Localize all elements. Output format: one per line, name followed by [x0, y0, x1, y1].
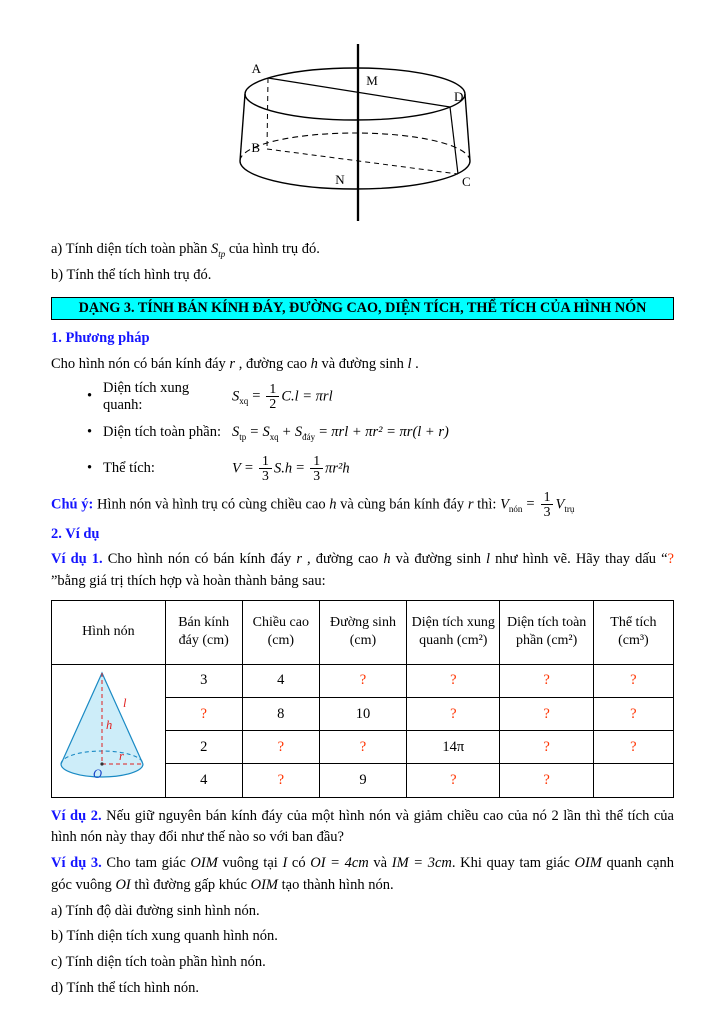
math-subscript: đáy — [302, 431, 316, 442]
table-cell: ? — [319, 731, 406, 764]
table-cell: 9 — [319, 764, 406, 797]
formula-label: Diện tích xung quanh: — [103, 379, 190, 413]
math-token: OIM — [190, 855, 218, 872]
example-1-table — [51, 600, 674, 798]
point-label-C: C — [462, 174, 471, 189]
text-run: Nếu giữ nguyên bán kính đáy của một hình nón và giảm chiều cao của nó 2 lần thì thể tích của hình nón này thay đổi như thế nào so với ban đầu? — [51, 807, 674, 846]
cylinder-top-ellipse — [245, 68, 465, 120]
text-run: Hình nón và hình trụ có cùng chiều cao — [93, 495, 330, 512]
math-token: S — [294, 423, 303, 440]
table-cell: ? — [500, 731, 593, 764]
text-run: Cho hình nón có bán kính đáy — [102, 551, 297, 568]
math-token: IM = 3cm — [391, 855, 452, 872]
text-run: , đường cao — [301, 551, 384, 568]
table-row — [52, 664, 674, 697]
table-cell: ? — [242, 731, 319, 764]
math-token: r — [467, 495, 474, 512]
formula-volume — [232, 454, 350, 484]
bullet-icon: • — [87, 388, 93, 405]
cylinder-figure — [230, 44, 674, 229]
table-cell: 8 — [242, 698, 319, 731]
cylinder-left-edge — [240, 94, 245, 161]
denominator: 2 — [269, 396, 277, 412]
math-token: V — [555, 495, 565, 512]
table-header-cell: Bán kính đáy (cm) — [165, 600, 242, 664]
table-cell: ? — [500, 664, 593, 697]
table-cell: 14π — [407, 731, 500, 764]
cylinder-question-b: b) Tính thể tích hình trụ đó. — [51, 267, 212, 284]
example-2-paragraph — [51, 804, 674, 852]
formula-volume-row — [87, 452, 674, 486]
cylinder-bottom-front-arc — [240, 161, 470, 189]
text-run: . Khi quay tam giác — [451, 855, 575, 872]
numerator: 1 — [310, 454, 323, 469]
cone-label-O: O — [93, 766, 103, 781]
math-token: = — [250, 423, 259, 440]
math-token: πrl + πr² = πr(l + r) — [331, 423, 449, 440]
table-header-cell: Hình nón — [52, 600, 166, 664]
math-token: OI = 4cm — [310, 855, 369, 872]
formula-lateral-area — [232, 382, 333, 412]
math-token: V — [232, 459, 241, 476]
table-cell: ? — [593, 664, 673, 697]
method-title: 1. Phương pháp — [51, 330, 150, 347]
math-token: C.l = πrl — [281, 387, 333, 404]
math-subscript: nón — [508, 503, 523, 514]
math-subscript: xq — [269, 431, 279, 442]
text-run: tạo thành hình nón. — [277, 876, 394, 893]
math-token: h — [383, 551, 391, 568]
point-label-B: B — [251, 140, 260, 155]
math-token: V — [500, 495, 509, 512]
cone-figure-svg — [55, 667, 161, 789]
note-paragraph — [51, 488, 674, 522]
text-run: của hình trụ đó. — [225, 241, 320, 257]
math-token: l — [407, 355, 412, 372]
formula-label: Diện tích toàn phần: — [103, 424, 221, 441]
math-token: OIM — [250, 876, 278, 893]
text-run: và — [368, 855, 392, 872]
table-cell: ? — [165, 698, 242, 731]
example-3-label: Ví dụ 3. — [51, 855, 102, 872]
point-label-N: N — [335, 172, 345, 187]
math-token: I — [282, 855, 288, 872]
math-subscript: tp — [239, 431, 247, 442]
table-cell: 4 — [242, 664, 319, 697]
denominator: 3 — [543, 504, 551, 520]
cylinder-question-a — [51, 237, 674, 263]
denominator: 3 — [262, 468, 269, 484]
text-run: như hình vẽ. Hãy thay dấu “ — [490, 551, 668, 568]
text-run: thì: — [473, 495, 501, 512]
question-mark: ? — [667, 551, 674, 568]
math-token: h — [310, 355, 318, 372]
section-edge-DC — [450, 107, 458, 174]
text-run: thì đường gấp khúc — [130, 876, 251, 893]
math-token: S — [232, 423, 240, 440]
math-token: S — [211, 241, 219, 257]
text-run: có — [287, 855, 311, 872]
text-run: Cho hình nón có bán kính đáy — [51, 355, 230, 372]
point-label-D: D — [454, 89, 464, 104]
formula-total-area-row — [87, 416, 674, 450]
table-cell: ? — [500, 764, 593, 797]
fraction — [310, 454, 323, 484]
text-run: và đường sinh — [390, 551, 487, 568]
note-label: Chú ý: — [51, 495, 94, 512]
table-cell: ? — [319, 664, 406, 697]
math-subscript: xq — [239, 395, 249, 406]
text-run: vuông tại — [217, 855, 283, 872]
math-token: S — [232, 387, 240, 404]
math-token: = — [319, 423, 328, 440]
point-label-M: M — [366, 73, 378, 88]
table-cell: 2 — [165, 731, 242, 764]
text-run: . — [411, 355, 419, 372]
math-subscript: trụ — [564, 503, 575, 514]
numerator: 1 — [541, 490, 554, 505]
table-cell: ? — [593, 731, 673, 764]
formula-label: Thể tích: — [103, 460, 155, 477]
text-run: quanh cạnh góc vuông — [51, 855, 674, 893]
math-token: + — [282, 423, 291, 440]
cylinder-right-edge — [465, 94, 470, 161]
math-subscript: tp — [218, 248, 226, 259]
table-cell: ? — [407, 664, 500, 697]
text-run: và cùng bán kính đáy — [336, 495, 468, 512]
table-header-cell: Chiều cao (cm) — [242, 600, 319, 664]
math-token: S.h — [273, 459, 293, 476]
math-token: = — [244, 459, 254, 476]
math-token: OIM — [574, 855, 602, 872]
text-run: a) Tính diện tích toàn phần — [51, 241, 211, 257]
cone-figure-cell — [52, 664, 166, 797]
bullet-icon: • — [87, 460, 93, 477]
cylinder-figure-svg — [230, 44, 496, 224]
example-2-label: Ví dụ 2. — [51, 807, 102, 824]
table-cell — [593, 764, 673, 797]
table-header-cell: Thể tích (cm³) — [593, 600, 673, 664]
formula-total-area — [232, 424, 449, 442]
math-token: = — [252, 387, 261, 404]
cone-label-h: h — [106, 717, 113, 732]
fraction — [259, 454, 272, 484]
text-run: và đường sinh — [317, 355, 408, 372]
table-cell: ? — [500, 698, 593, 731]
math-token: l — [486, 551, 491, 568]
bullet-icon: • — [87, 424, 93, 441]
cone-label-r: r — [119, 748, 125, 763]
example-3-paragraph — [51, 851, 674, 899]
math-token: πr²h — [325, 459, 350, 476]
example-3-item-b: b) Tính diện tích xung quanh hình nón. — [51, 928, 278, 945]
table-cell: 10 — [319, 698, 406, 731]
math-token: = — [526, 495, 535, 512]
table-cell: ? — [407, 698, 500, 731]
math-token: r — [296, 551, 302, 568]
text-run: ”bằng giá trị thích hợp và hoàn thành bảng sau: — [51, 573, 326, 590]
example-1-paragraph — [51, 547, 674, 595]
table-cell: 4 — [165, 764, 242, 797]
table-cell: ? — [242, 764, 319, 797]
table-header-cell: Đường sinh (cm) — [319, 600, 406, 664]
example-1-label: Ví dụ 1. — [51, 551, 103, 568]
example-3-item-a: a) Tính độ dài đường sinh hình nón. — [51, 902, 260, 919]
text-run: Cho tam giác — [101, 855, 191, 872]
table-header-cell: Diện tích xung quanh (cm²) — [407, 600, 500, 664]
method-intro — [51, 352, 674, 378]
cylinder-outline — [240, 44, 470, 221]
cylinder-bottom-back-arc — [240, 133, 470, 161]
math-token: h — [329, 495, 337, 512]
math-token: S — [262, 423, 270, 440]
text-run: , đường cao — [235, 355, 311, 372]
fraction — [541, 490, 554, 520]
denominator: 3 — [313, 468, 321, 484]
example-3-item-d: d) Tính thể tích hình nón. — [51, 979, 199, 996]
section-edge-AB-dashed — [267, 78, 268, 149]
table-cell: ? — [407, 764, 500, 797]
table-cell: 3 — [165, 664, 242, 697]
math-token: = — [296, 459, 305, 476]
numerator: 1 — [259, 454, 272, 469]
table-header-row — [52, 600, 674, 664]
point-label-A: A — [251, 61, 261, 76]
examples-title: 2. Ví dụ — [51, 525, 100, 542]
section-heading: DẠNG 3. TÍNH BÁN KÍNH ĐÁY, ĐƯỜNG CAO, DIỆN TÍCH, THỂ TÍCH CỦA HÌNH NÓN — [51, 297, 674, 320]
math-token: r — [229, 355, 236, 372]
formula-lateral-area-row — [87, 380, 674, 414]
cone-center-dot — [101, 762, 104, 765]
numerator: 1 — [266, 382, 279, 397]
table-cell: ? — [593, 698, 673, 731]
section-chord-BC-dashed — [267, 149, 458, 174]
math-token: OI — [115, 876, 131, 893]
example-3-item-c: c) Tính diện tích toàn phần hình nón. — [51, 954, 266, 971]
fraction — [266, 382, 279, 412]
table-header-cell: Diện tích toàn phần (cm²) — [500, 600, 593, 664]
cone-label-l: l — [123, 695, 127, 710]
